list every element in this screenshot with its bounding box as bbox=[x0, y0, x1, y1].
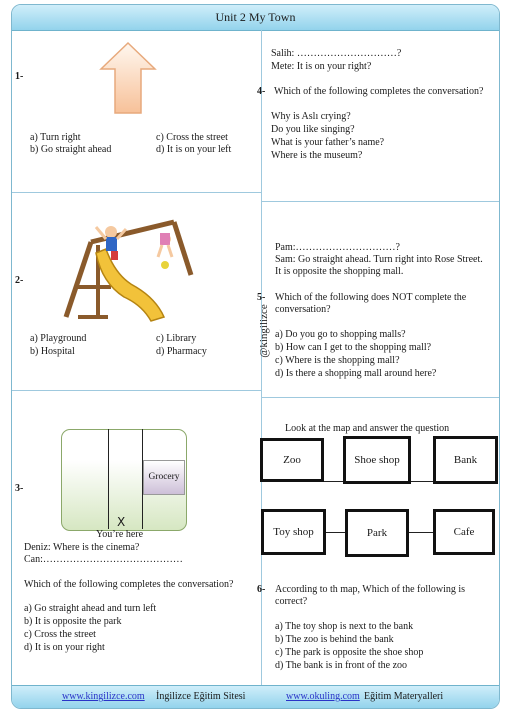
option-a[interactable]: a) The toy shop is next to the bank bbox=[275, 621, 414, 632]
option-d[interactable]: d) It is on your left bbox=[156, 144, 232, 155]
option-3[interactable]: What is your father’s name? bbox=[271, 137, 385, 148]
map-shoe-shop: Shoe shop bbox=[343, 436, 411, 484]
option-a[interactable]: a) Turn right bbox=[30, 132, 81, 143]
question-number: 6- bbox=[257, 584, 266, 595]
option-c[interactable]: c) Cross the street bbox=[156, 132, 228, 143]
option-4[interactable]: Where is the museum? bbox=[271, 150, 363, 161]
question-text: conversation? bbox=[275, 304, 331, 315]
footer-link-okuling[interactable]: www.okuling.com bbox=[286, 691, 360, 702]
option-c[interactable]: c) Library bbox=[156, 333, 197, 344]
map-intro: Look at the map and answer the question bbox=[285, 423, 450, 434]
question-text: Which of the following completes the conversation? bbox=[274, 86, 484, 97]
map-cafe: Cafe bbox=[433, 509, 495, 555]
divider bbox=[262, 201, 499, 202]
dialogue-line: Deniz: Where is the cinema? bbox=[24, 542, 140, 553]
dialogue-line: It is opposite the shopping mall. bbox=[275, 266, 404, 277]
option-b[interactable]: b) Go straight ahead bbox=[30, 144, 112, 155]
map-toy-shop: Toy shop bbox=[261, 509, 326, 555]
option-c[interactable]: c) The park is opposite the shoe shop bbox=[275, 647, 424, 658]
option-b[interactable]: b) The zoo is behind the bank bbox=[275, 634, 394, 645]
page-title: Unit 2 My Town bbox=[12, 5, 499, 31]
you-are-here-mark: X bbox=[117, 515, 126, 529]
option-d[interactable]: d) Is there a shopping mall around here? bbox=[275, 368, 437, 379]
option-c[interactable]: c) Cross the street bbox=[24, 629, 96, 640]
option-b[interactable]: b) Hospital bbox=[30, 346, 75, 357]
question-number: 5- bbox=[257, 292, 266, 303]
question-number: 2- bbox=[15, 275, 24, 286]
option-c[interactable]: c) Where is the shopping mall? bbox=[275, 355, 400, 366]
divider bbox=[262, 397, 499, 398]
worksheet-frame bbox=[11, 4, 500, 709]
footer-text: İngilizce Eğitim Sitesi bbox=[156, 691, 246, 702]
map-park: Park bbox=[345, 509, 409, 557]
you-are-here-label: You’re here bbox=[96, 529, 144, 540]
dialogue-line: Mete: It is on your right? bbox=[271, 61, 372, 72]
option-d[interactable]: d) It is on your right bbox=[24, 642, 105, 653]
footer bbox=[12, 685, 499, 708]
playground-icon bbox=[56, 217, 206, 325]
divider bbox=[12, 192, 261, 193]
footer-link-kingilizce[interactable]: www.kingilizce.com bbox=[62, 691, 145, 702]
map-bank: Bank bbox=[433, 436, 498, 484]
map-zoo: Zoo bbox=[260, 438, 324, 482]
question-number: 3- bbox=[15, 483, 24, 494]
option-d[interactable]: d) Pharmacy bbox=[156, 346, 207, 357]
option-b[interactable]: b) It is opposite the park bbox=[24, 616, 122, 627]
up-arrow-icon bbox=[99, 41, 157, 115]
dialogue-line: Sam: Go straight ahead. Turn right into Rose Street. bbox=[275, 254, 483, 265]
grocery-label: Grocery bbox=[143, 460, 185, 495]
question-text: According to th map, Which of the following is bbox=[275, 584, 466, 595]
option-2[interactable]: Do you like singing? bbox=[271, 124, 355, 135]
option-b[interactable]: b) How can I get to the shopping mall? bbox=[275, 342, 432, 353]
street-line bbox=[108, 429, 109, 529]
watermark: @kingilizce bbox=[257, 304, 270, 358]
option-a[interactable]: a) Do you go to shopping malls? bbox=[275, 329, 406, 340]
option-a[interactable]: a) Playground bbox=[30, 333, 87, 344]
divider bbox=[12, 390, 261, 391]
question-number: 1- bbox=[15, 71, 24, 82]
option-d[interactable]: d) The bank is in front of the zoo bbox=[275, 660, 408, 671]
question-text: Which of the following completes the conversation? bbox=[24, 579, 234, 590]
option-a[interactable]: a) Go straight ahead and turn left bbox=[24, 603, 157, 614]
dialogue-line: Pam:…………………………? bbox=[275, 242, 400, 253]
question-text: Which of the following does NOT complete the bbox=[275, 292, 467, 303]
footer-text: Eğitim Materyalleri bbox=[364, 691, 444, 702]
dialogue-line: Salih: …………………………? bbox=[271, 48, 402, 59]
dialogue-line: Can:…………………………………… bbox=[24, 554, 183, 565]
question-text: correct? bbox=[275, 596, 308, 607]
question-number: 4- bbox=[257, 86, 266, 97]
option-1[interactable]: Why is Aslı crying? bbox=[271, 111, 351, 122]
